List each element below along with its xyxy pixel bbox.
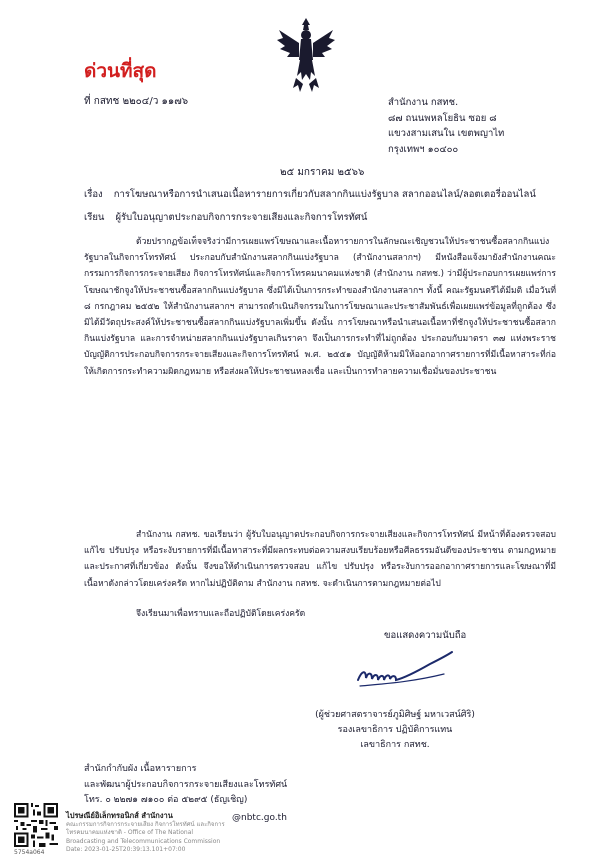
subject-text: การโฆษณาหรือการนำเสนอเนื้อหารายการเกี่ยวกับสลากกินแบ่งรัฐบาล สลากออนไลน์/ลอตเตอรี่ออนไลน์ xyxy=(113,189,536,200)
footer-org: ไปรษณีย์อิเล็กทรอนิกส์ สำนักงาน xyxy=(66,811,173,820)
recipient-label: เรียน xyxy=(84,212,105,223)
handwritten-signature xyxy=(352,648,456,694)
office-department: และพัฒนาผู้ประกอบกิจการกระจายเสียงและโทรทัศน์ xyxy=(84,779,288,790)
garuda-emblem-icon xyxy=(275,16,337,96)
document-number: ที่ กสทช ๒๒๐๔/ว ๑๑๗๖ xyxy=(84,96,189,107)
paragraph-text: ด้วยปรากฏข้อเท็จจริงว่ามีการเผยแพร่โฆษณาและเนื้อหารายการในลักษณะเชิญชวนให้ประชาชนซื้อสลากกินแบ่งรัฐบาลในกิจการโทรทัศน์ ประกอบกับสำนักงานสลากกินแบ่งรัฐบาล (สำนักงานสลากฯ) มีหนังสือแจ้งมายังสำนักงานคณะกรรมการกิจการกระจายเสียง กิจการโทรทัศน์และกิจการโทรคมนาคมแห่งชาติ (สำนักงาน กสทช.) ว่ามีผู้ประกอบการเผยแพร่การโฆษณาชักจูงให้ประชาชนซื้อสลากกินแบ่งรัฐบาล ซึ่งมิได้เป็นการกระทำของสำนักงานสลากฯ ทั้งนี้ คณะรัฐมนตรีได้มีมติ เมื่อวันที่ ๘ กรกฎาคม ๒๕๕๒ ให้สำนักงานสลากฯ สามารถดำเนินกิจกรรมในการโฆษณาและประชาสัมพันธ์เพื่อเผยแพร่ข้อมูลที่ถูกต้อง ซึ่งมิได้มีวัตถุประสงค์ให้ประชาชนซื้อสลากกินแบ่งรัฐบาลเพิ่มขึ้น ดังนั้น การโฆษณาหรือนำเสนอเนื้อหาที่ชักจูงให้ประชาชนซื้อสลากกินแบ่งรัฐบาล และการจำหน่ายสลากกินแบ่งรัฐบาลเกินราคา จึงเป็นการกระทำที่ไม่ถูกต้อง ประกอบกับมาตรา ๓๗ แห่งพระราชบัญญัติการประกอบกิจการกระจายเสียงและกิจการโทรทัศน์ พ.ศ. ๒๕๕๑ บัญญัติห้ามมิให้ออกอากาศรายการที่มีเนื้อหาสาระที่ก่อให้เกิดการกระทำความผิดกฎหมาย หรือส่งผลให้ประชาชนหลงเชื่อ และเป็นการทำลายความเชื่อมั่นของประชาชน xyxy=(84,237,556,377)
subject-label: เรื่อง xyxy=(84,189,103,200)
address-line: ๘๗ ถนนพหลโยธิน ซอย ๘ xyxy=(388,112,497,124)
office-phone: โทร. ๐ ๒๒๗๑ ๗๑๐๐ ต่อ ๕๒๙๕ (ธัญเชิญ) xyxy=(84,795,248,805)
issuing-office xyxy=(84,762,287,809)
paragraph-text: จึงเรียนมาเพื่อทราบและถือปฏิบัติโดยเคร่งครัด xyxy=(136,609,306,619)
signer-title: เลขาธิการ กสทช. xyxy=(360,740,430,750)
office-department: สำนักกำกับผัง เนื้อหารายการ xyxy=(84,764,197,774)
urgency-stamp: ด่วนที่สุด xyxy=(84,60,157,82)
address-line: แขวงสามเสนใน เขตพญาไท xyxy=(388,128,505,139)
body-paragraph-3 xyxy=(84,606,556,622)
recipient-text: ผู้รับใบอนุญาตประกอบกิจการกระจายเสียงและกิจการโทรทัศน์ xyxy=(115,212,368,223)
letter-date: ๒๕ มกราคม ๒๕๖๖ xyxy=(280,167,365,178)
recipient-line xyxy=(84,210,554,225)
address-line: กรุงเทพฯ ๑๐๔๐๐ xyxy=(388,143,459,155)
closing-salutation: ขอแสดงความนับถือ xyxy=(384,630,467,641)
body-paragraph-2 xyxy=(84,527,556,592)
subject-line xyxy=(84,187,554,202)
signer-block xyxy=(300,708,490,753)
signer-title: รองเลขาธิการ ปฏิบัติการแทน xyxy=(337,725,453,735)
address-line: สำนักงาน กสทช. xyxy=(388,97,459,108)
body-paragraph-1 xyxy=(84,234,556,380)
office-email: @nbtc.go.th xyxy=(232,813,287,823)
qr-code-icon xyxy=(14,803,58,847)
signer-name: (ผู้ช่วยศาสตราจารย์ภูมิศิษฐ์ มหาเวสน์ศิริ) xyxy=(315,710,475,720)
paragraph-text: สำนักงาน กสทช. ขอเรียนว่า ผู้รับใบอนุญาตประกอบกิจการกระจายเสียงและกิจการโทรทัศน์ มีหน้าที่ต้องตรวจสอบ แก้ไข ปรับปรุง หรือระงับรายการที่มีเนื้อหาสาระที่มีผลกระทบต่อความสงบเรียบร้อยหรือศีลธรรมอันดีของประชาชน ตามกฎหมายและประกาศที่เกี่ยวข้อง ดังนั้น จึงขอให้ดำเนินการตรวจสอบ แก้ไข ปรับปรุง หรือระงับการออกอากาศรายการและโฆษณาที่มีเนื้อหาดังกล่าวโดยเคร่งครัด หากไม่ปฏิบัติตาม สำนักงาน กสทช. จะดำเนินการตามกฎหมายต่อไป xyxy=(84,530,556,589)
footer-timestamp: Date: 2023-01-25T20:39:13.101+07:00 xyxy=(66,846,186,853)
qr-code-id: 5754a064 xyxy=(14,849,45,856)
sender-address xyxy=(388,95,504,157)
electronic-mail-footer xyxy=(66,812,226,855)
footer-org-line: คณะกรรมการกิจการกระจายเสียง กิจการโทรทัศน์ และกิจการโทรคมนาคมแห่งชาติ - Office of The National Broadcasting and Telecommunications Commission xyxy=(66,820,225,845)
